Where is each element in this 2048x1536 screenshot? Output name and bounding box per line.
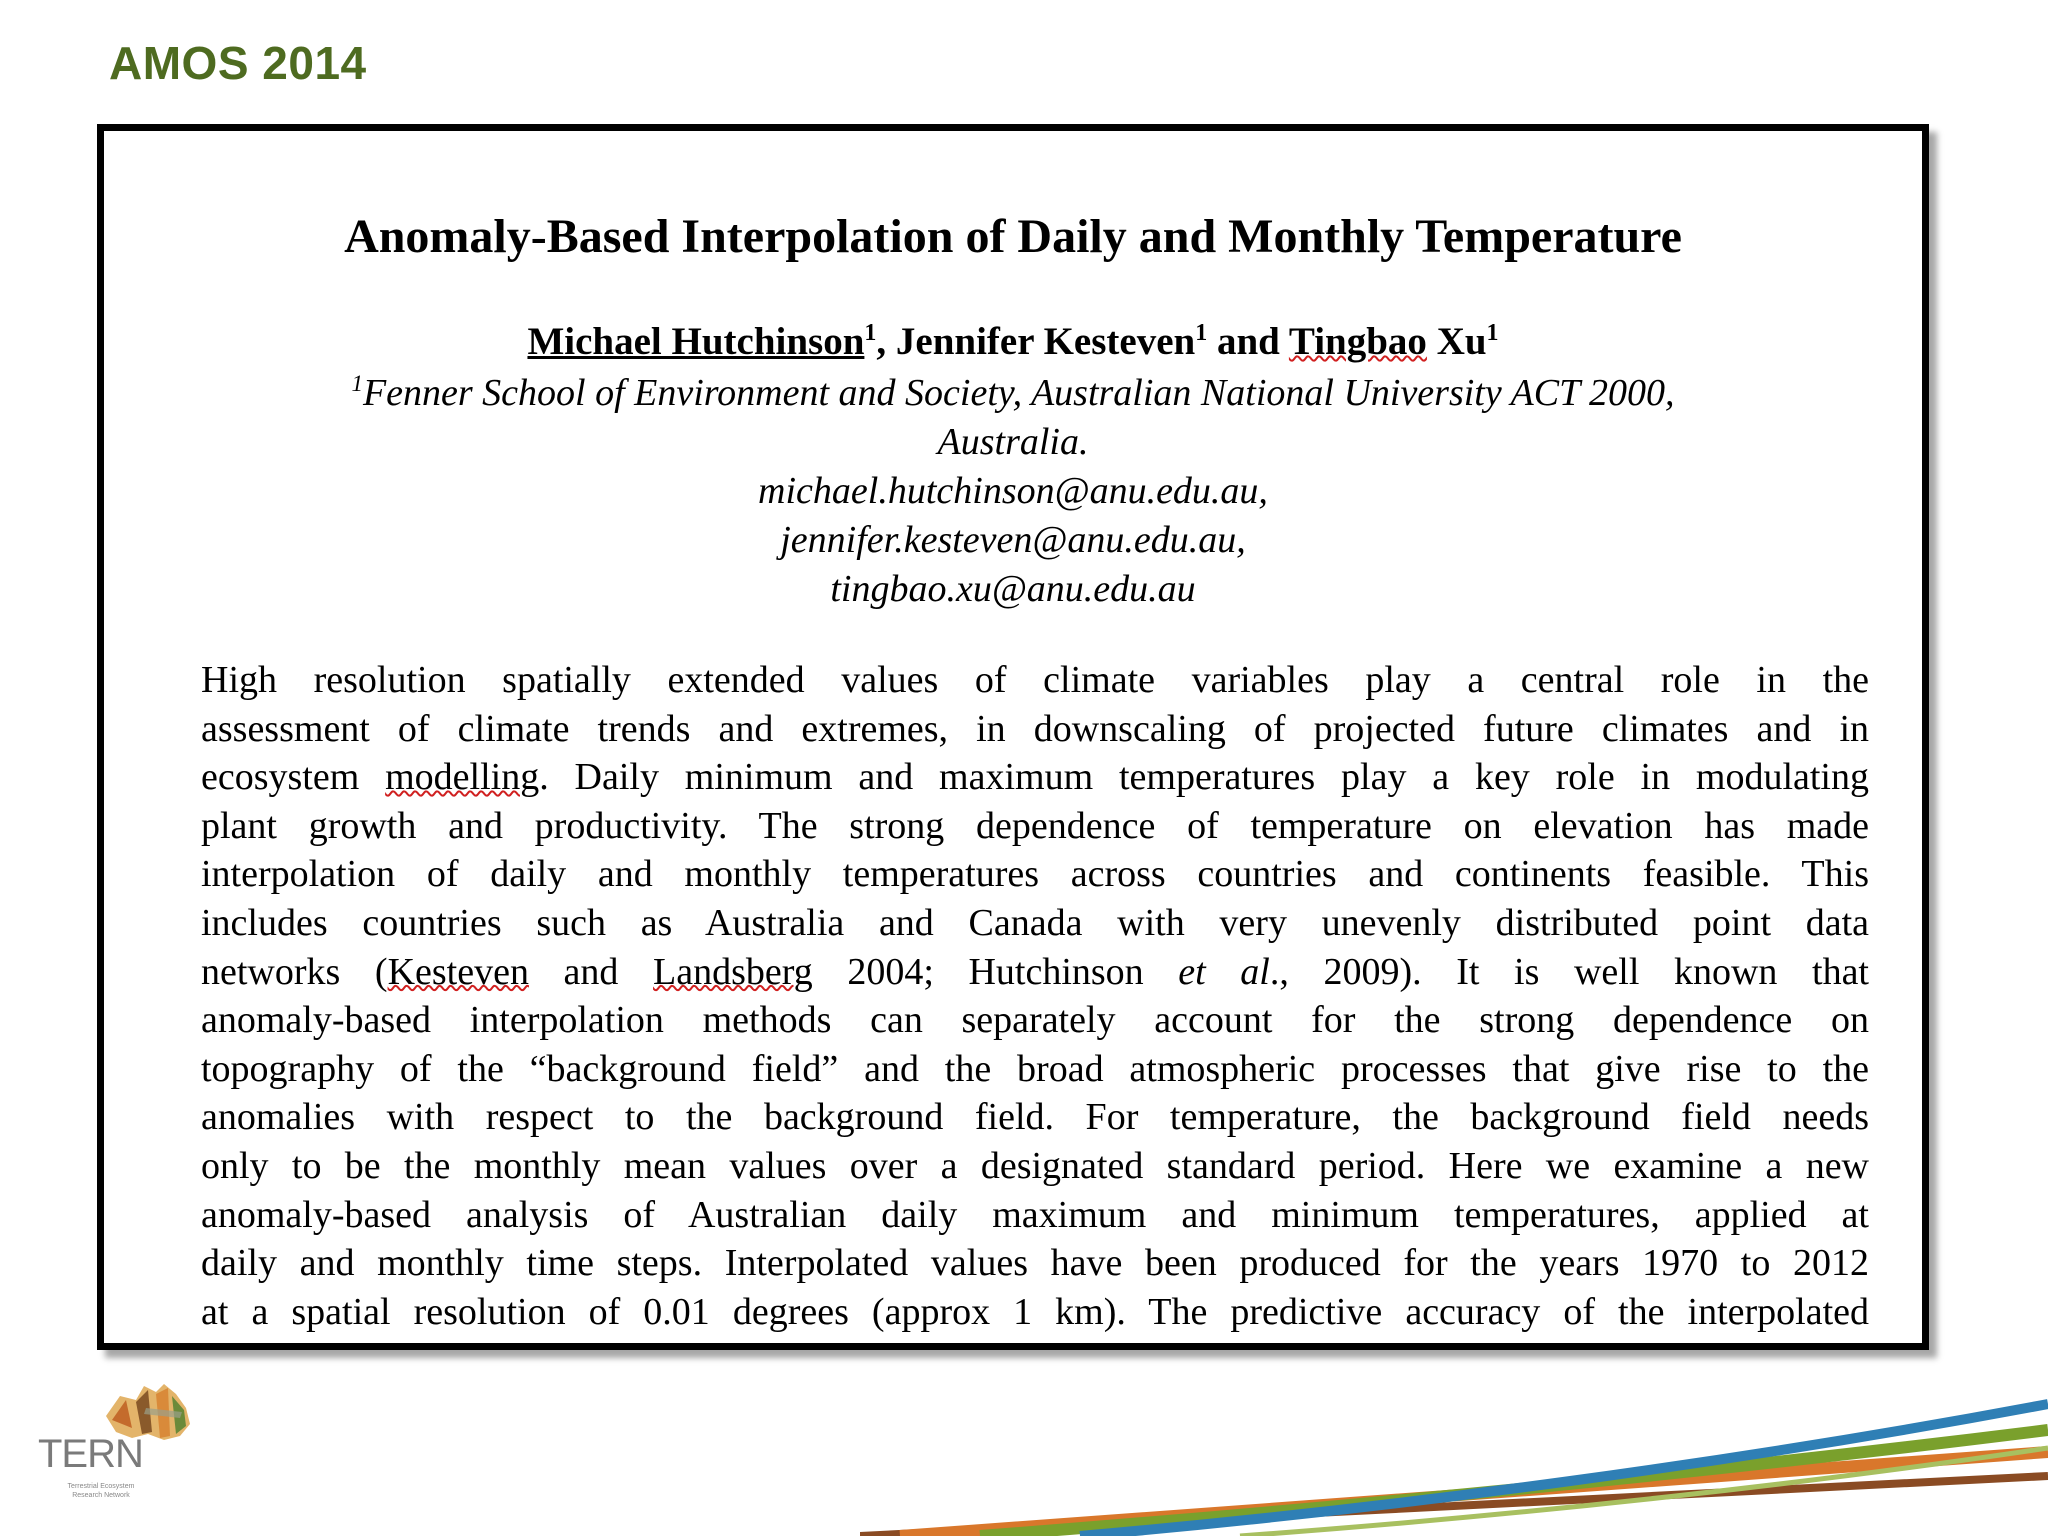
abstract-line: includes countries such as Australia and Canada with very unevenly distributed point data — [201, 901, 1869, 944]
abstract-line: topography of the “background field” and the broad atmospheric processes that give rise to the — [201, 1047, 1869, 1090]
abstract-line: plant growth and productivity. The strong dependence of temperature on elevation has made — [201, 804, 1869, 847]
abstract-line: anomaly-based interpolation methods can separately account for the strong dependence on — [201, 999, 1869, 1042]
author-superscript: 1 — [864, 320, 877, 346]
abstract-italic: et al — [1178, 950, 1270, 993]
abstract-line — [201, 948, 1869, 997]
paper-frame — [97, 124, 1929, 1350]
abstract-line: anomaly-based analysis of Australian daily maximum and minimum temperatures, applied at — [201, 1193, 1869, 1236]
spellcheck-word: modelling — [385, 756, 540, 799]
affiliation-superscript: 1 — [351, 371, 363, 396]
abstract-line: assessment of climate trends and extremes, in downscaling of projected future climates and in — [201, 707, 1869, 750]
author-separator: and — [1207, 320, 1289, 363]
paper-title: Anomaly-Based Interpolation of Daily and Monthly Temperature — [344, 210, 1682, 263]
abstract-line: High resolution spatially extended values of climate variables play a central role in the — [201, 659, 1869, 701]
logo-subtitle-line: Research Network — [72, 1492, 130, 1499]
slide-header: AMOS 2014 — [109, 37, 367, 89]
author-name: Jennifer Kesteven — [895, 320, 1196, 363]
abstract-line: anomalies with respect to the background field. For temperature, the background field needs — [201, 1096, 1869, 1139]
decorative-swoosh — [860, 1390, 2048, 1536]
tern-logo — [38, 1378, 188, 1528]
abstract-text: networks ( — [201, 950, 388, 993]
abstract-text: 2004; Hutchinson — [812, 950, 1179, 993]
email: tingbao.xu@anu.edu.au — [830, 568, 1196, 610]
abstract-text: ., 2009). It is well known that — [1269, 950, 1869, 993]
author-name: Xu — [1426, 320, 1487, 363]
author-name: Michael Hutchinson — [527, 320, 865, 363]
email: michael.hutchinson@anu.edu.au, — [758, 470, 1268, 512]
affiliation-text: Fenner School of Environment and Society, Australian National University ACT 2000, — [362, 372, 1675, 414]
abstract — [201, 656, 1869, 1336]
abstract-line: interpolation of daily and monthly temperatures across countries and continents feasible. This — [201, 853, 1869, 896]
spellcheck-word: Kesteven — [387, 950, 529, 993]
affiliation-country: Australia. — [937, 421, 1089, 463]
abstract-text: . Daily minimum and maximum temperatures play a key role in modulating — [539, 756, 1869, 799]
abstract-line: daily and monthly time steps. Interpolated values have been produced for the years 1970 to 2012 — [201, 1242, 1869, 1285]
abstract-line: only to be the monthly mean values over a designated standard period. Here we examine a new — [201, 1144, 1869, 1187]
email: jennifer.kesteven@anu.edu.au, — [780, 519, 1246, 561]
author-name-spellcheck: Tingbao — [1288, 320, 1427, 363]
logo-subtitle — [46, 1482, 156, 1500]
author-superscript: 1 — [1486, 320, 1499, 346]
affiliation-line — [104, 369, 1922, 418]
logo-text: TERN — [38, 1432, 143, 1476]
abstract-line — [201, 753, 1869, 802]
abstract-text: ecosystem — [201, 756, 386, 799]
logo-subtitle-line: Terrestrial Ecosystem — [67, 1483, 135, 1490]
affiliation-block — [104, 369, 1922, 614]
abstract-text: and — [528, 950, 654, 993]
author-superscript: 1 — [1195, 320, 1208, 346]
author-separator: , — [876, 320, 896, 363]
abstract-line: at a spatial resolution of 0.01 degrees (approx 1 km). The predictive accuracy of the interpolated — [201, 1290, 1869, 1333]
author-line — [104, 319, 1922, 364]
spellcheck-word: Landsberg — [653, 950, 813, 993]
